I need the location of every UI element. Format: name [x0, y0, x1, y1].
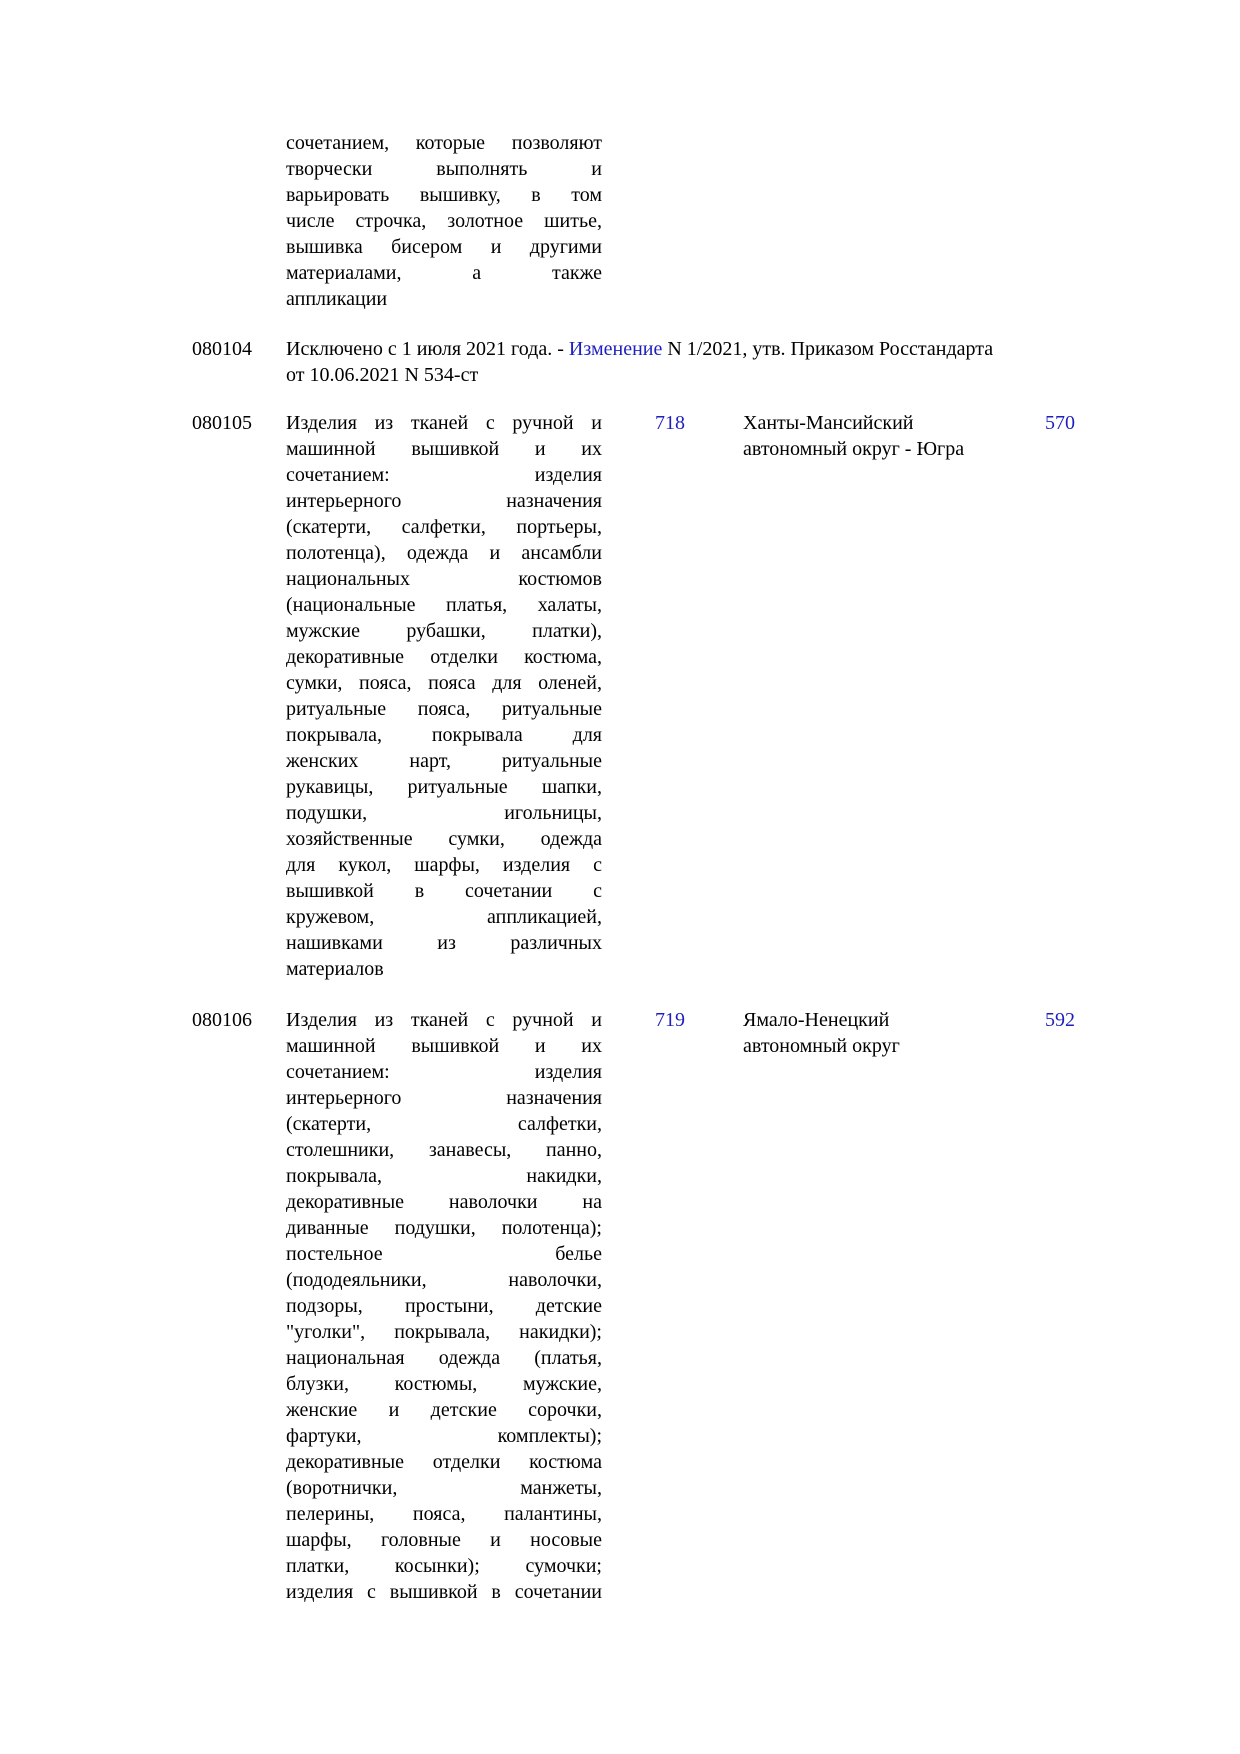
desc-line: машинной вышивкой и их — [286, 1035, 602, 1057]
desc-line: (пододеяльники, наволочки, — [286, 1269, 602, 1291]
desc-line: интерьерного назначения — [286, 1087, 602, 1109]
continuation-description — [286, 130, 602, 312]
desc-line: сочетанием: изделия — [286, 464, 602, 486]
desc-line: постельное белье — [286, 1243, 602, 1265]
entry-region — [743, 410, 1013, 462]
amendment-link[interactable]: Изменение — [568, 338, 663, 360]
desc-line: аппликации — [286, 288, 388, 310]
entry-description — [286, 1007, 602, 1605]
desc-line: ритуальные пояса, ритуальные — [286, 698, 602, 720]
desc-line: пелерины, пояса, палантины, — [286, 1503, 602, 1525]
desc-line: мужские рубашки, платки), — [286, 620, 602, 642]
desc-line: декоративные наволочки на — [286, 1191, 602, 1213]
desc-line: сумки, пояса, пояса для оленей, — [286, 672, 602, 694]
desc-line: сочетанием, которые позволяют — [286, 132, 602, 154]
note-text-after: N 1/2021, утв. Приказом Росстандарта — [662, 338, 994, 360]
desc-line: национальных костюмов — [286, 568, 602, 590]
desc-line: женских нарт, ритуальные — [286, 750, 602, 772]
desc-line: "уголки", покрывала, накидки); — [286, 1321, 602, 1343]
desc-line: подзоры, простыни, детские — [286, 1295, 602, 1317]
desc-line: творчески выполнять и — [286, 158, 602, 180]
desc-line: (воротнички, манжеты, — [286, 1477, 602, 1499]
desc-line: покрывала, накидки, — [286, 1165, 602, 1187]
region-line: автономный округ — [743, 1035, 900, 1057]
desc-line: интерьерного назначения — [286, 490, 602, 512]
region-line: автономный округ - Югра — [743, 438, 965, 460]
desc-line: (скатерти, салфетки, портьеры, — [286, 516, 602, 538]
desc-line: варьировать вышивку, в том — [286, 184, 602, 206]
desc-line: Изделия из тканей с ручной и — [286, 1009, 602, 1031]
region-number-link[interactable]: 592 — [1045, 1009, 1075, 1031]
entry-excluded-note — [286, 336, 1126, 388]
entry-number-link[interactable]: 719 — [655, 1009, 685, 1031]
region-number-link[interactable]: 570 — [1045, 412, 1075, 434]
desc-line: вышивка бисером и другими — [286, 236, 602, 258]
desc-line: женские и детские сорочки, — [286, 1399, 602, 1421]
desc-line: Изделия из тканей с ручной и — [286, 412, 602, 434]
desc-line: материалов — [286, 958, 384, 980]
desc-line: вышивкой в сочетании с — [286, 880, 602, 902]
entry-code: 080104 — [192, 338, 252, 360]
region-line: Ханты-Мансийский — [743, 412, 914, 434]
note-text-before: Исключено с 1 июля 2021 года. - — [286, 338, 569, 360]
desc-line: платки, косынки); сумочки; — [286, 1555, 602, 1577]
desc-line: нашивками из различных — [286, 932, 602, 954]
desc-line: материалами, а также — [286, 262, 602, 284]
desc-line: (скатерти, салфетки, — [286, 1113, 602, 1135]
desc-line: сочетанием: изделия — [286, 1061, 602, 1083]
desc-line: рукавицы, ритуальные шапки, — [286, 776, 602, 798]
desc-line: национальная одежда (платья, — [286, 1347, 602, 1369]
entry-description — [286, 410, 602, 982]
desc-line: изделия с вышивкой в сочетании — [286, 1581, 602, 1603]
note-line-2: от 10.06.2021 N 534-ст — [286, 364, 479, 386]
desc-line: декоративные отделки костюма, — [286, 646, 602, 668]
entry-code: 080105 — [192, 412, 252, 434]
entry-number-link[interactable]: 718 — [655, 412, 685, 434]
desc-line: декоративные отделки костюма — [286, 1451, 602, 1473]
entry-region — [743, 1007, 1013, 1059]
desc-line: полотенца), одежда и ансамбли — [286, 542, 602, 564]
desc-line: покрывала, покрывала для — [286, 724, 602, 746]
desc-line: хозяйственные сумки, одежда — [286, 828, 602, 850]
desc-line: столешники, занавесы, панно, — [286, 1139, 602, 1161]
region-line: Ямало-Ненецкий — [743, 1009, 890, 1031]
entry-code: 080106 — [192, 1009, 252, 1031]
desc-line: шарфы, головные и носовые — [286, 1529, 602, 1551]
desc-line: блузки, костюмы, мужские, — [286, 1373, 602, 1395]
desc-line: для кукол, шарфы, изделия с — [286, 854, 602, 876]
desc-line: диванные подушки, полотенца); — [286, 1217, 602, 1239]
desc-line: фартуки, комплекты); — [286, 1425, 602, 1447]
desc-line: подушки, игольницы, — [286, 802, 602, 824]
desc-line: кружевом, аппликацией, — [286, 906, 602, 928]
desc-line: числе строчка, золотное шитье, — [286, 210, 602, 232]
desc-line: машинной вышивкой и их — [286, 438, 602, 460]
desc-line: (национальные платья, халаты, — [286, 594, 602, 616]
